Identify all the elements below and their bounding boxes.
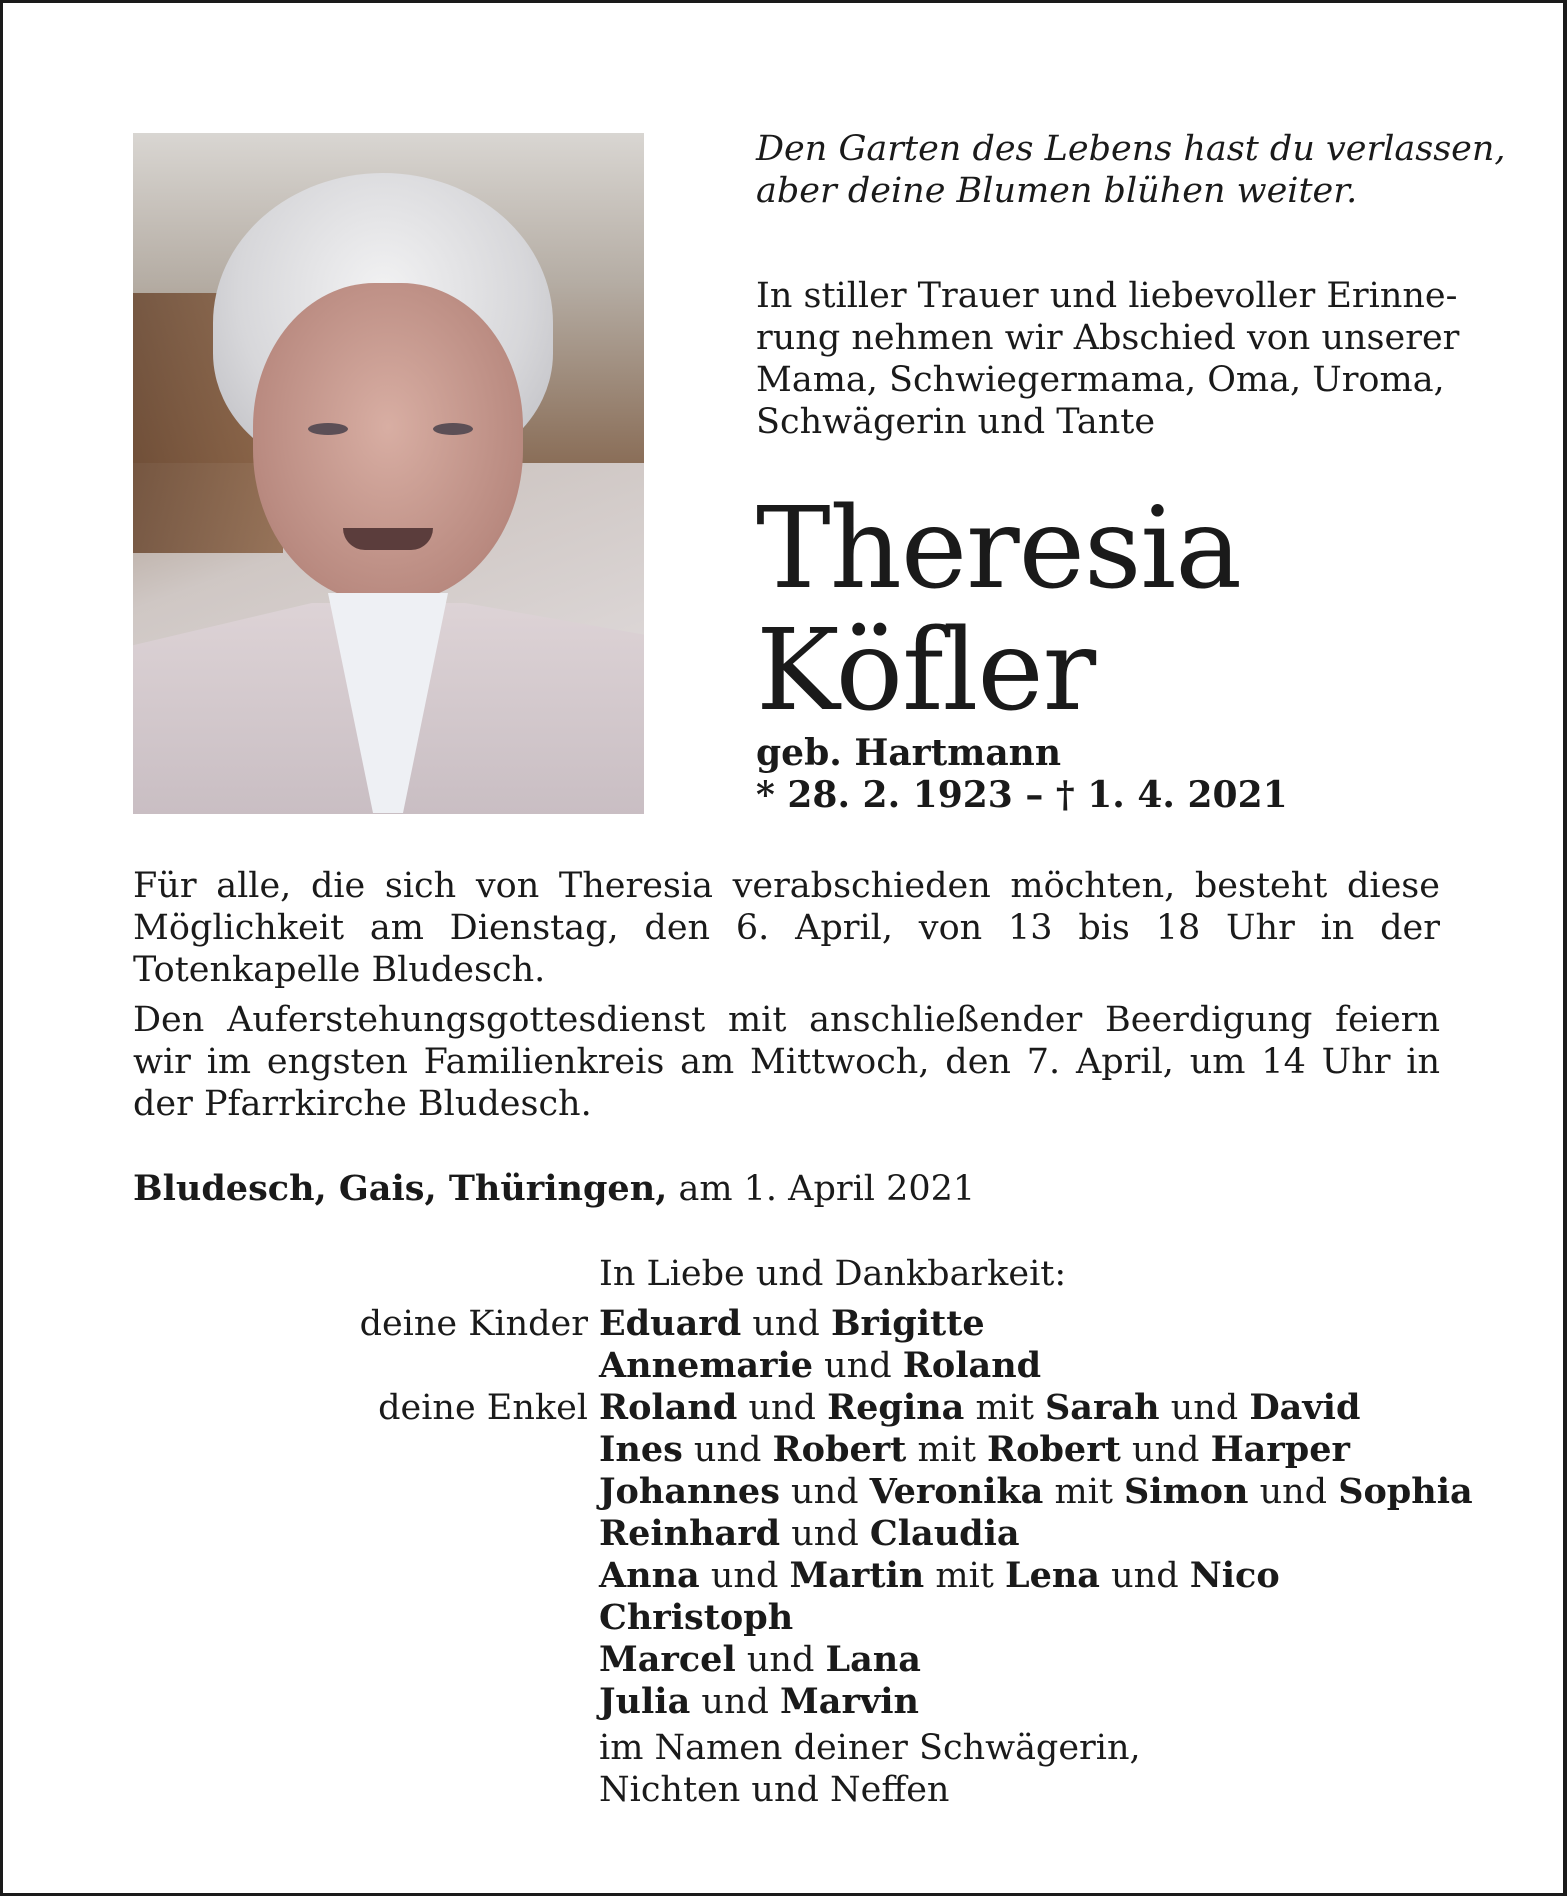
family-names: [599, 1387, 1360, 1429]
family-member-name: Sarah: [1045, 1387, 1160, 1428]
connector-text: mit: [906, 1430, 988, 1470]
family-member-name: Lena: [1004, 1555, 1100, 1596]
motto-line: Den Garten des Lebens hast du verlassen,: [756, 129, 1506, 169]
family-member-name: Eduard: [599, 1303, 742, 1344]
connector-text: mit: [924, 1556, 1005, 1596]
deceased-name: [756, 484, 1242, 736]
family-member-name: Regina: [827, 1387, 965, 1428]
closing-line: Nichten und Neffen: [599, 1770, 950, 1810]
family-names: [599, 1471, 1473, 1513]
family-row: [3, 1597, 1567, 1639]
family-list: [3, 1303, 1567, 1723]
photo-mouth: [343, 528, 433, 550]
connector-text: und: [1099, 1556, 1190, 1596]
family-row: [3, 1555, 1567, 1597]
family-member-name: Harper: [1210, 1429, 1350, 1470]
connector-text: mit: [1043, 1472, 1125, 1512]
connector-text: und: [1120, 1430, 1211, 1470]
family-names: [599, 1513, 1020, 1555]
connector-text: und: [780, 1514, 870, 1554]
family-member-name: Brigitte: [830, 1303, 985, 1344]
first-name: Theresia: [756, 484, 1242, 614]
family-member-name: Annemarie: [599, 1345, 814, 1386]
family-member-name: Robert: [987, 1429, 1121, 1470]
family-names: [599, 1429, 1350, 1471]
family-names: [599, 1345, 1041, 1387]
farewell-paragraph: Für alle, die sich von Theresia verabschieden möchten, besteht diese Möglichkeit am Dienstag, den 6. April, von 13 bis 18 Uhr in der Totenkapelle Bludesch.: [133, 866, 1440, 990]
family-row: [3, 1429, 1567, 1471]
family-member-name: Julia: [599, 1681, 691, 1722]
intro-text: [756, 275, 1460, 443]
intro-line: Schwägerin und Tante: [756, 402, 1156, 442]
intro-line: Mama, Schwiegermama, Oma, Uroma,: [756, 360, 1445, 400]
family-relation-label: deine Kinder: [359, 1304, 588, 1344]
family-member-name: Christoph: [599, 1597, 794, 1638]
family-names: [599, 1555, 1280, 1597]
family-row: [3, 1387, 1567, 1429]
photo-eye: [308, 423, 348, 435]
place-date: [133, 1168, 975, 1210]
family-names: [599, 1597, 793, 1639]
connector-text: und: [1159, 1388, 1250, 1428]
family-member-name: Reinhard: [599, 1513, 781, 1554]
closing-line: im Namen deiner Schwägerin,: [599, 1728, 1141, 1768]
family-member-name: Roland: [599, 1387, 738, 1428]
family-row: [3, 1513, 1567, 1555]
family-member-name: Simon: [1124, 1471, 1249, 1512]
family-member-name: Marcel: [599, 1639, 736, 1680]
family-row: [3, 1345, 1567, 1387]
family-row: [3, 1471, 1567, 1513]
family-member-name: Martin: [789, 1555, 925, 1596]
maiden-name: geb. Hartmann: [756, 732, 1062, 774]
family-member-name: Marvin: [780, 1681, 919, 1722]
closing-text: [599, 1727, 1141, 1811]
family-member-name: Ines: [599, 1429, 683, 1470]
family-member-name: David: [1249, 1387, 1361, 1428]
connector-text: und: [741, 1304, 831, 1344]
last-name: Köfler: [756, 606, 1096, 736]
connector-text: und: [737, 1388, 828, 1428]
intro-line: In stiller Trauer und liebevoller Erinne-: [756, 276, 1458, 316]
family-member-name: Lana: [825, 1639, 921, 1680]
photo-eye: [433, 423, 473, 435]
photo-face: [253, 283, 523, 603]
family-member-name: Claudia: [869, 1513, 1020, 1554]
family-names: [599, 1639, 921, 1681]
connector-text: mit: [964, 1388, 1046, 1428]
family-member-name: Anna: [599, 1555, 700, 1596]
connector-text: und: [735, 1640, 826, 1680]
connector-text: und: [699, 1556, 790, 1596]
intro-line: rung nehmen wir Abschied von unserer: [756, 318, 1460, 358]
birth-death-info: [756, 732, 1288, 816]
family-row: [3, 1681, 1567, 1723]
notice-date: am 1. April 2021: [667, 1169, 976, 1209]
place-names: Bludesch, Gais, Thüringen,: [133, 1168, 668, 1209]
family-member-name: Johannes: [599, 1471, 780, 1512]
connector-text: und: [813, 1346, 903, 1386]
family-member-name: Robert: [772, 1429, 907, 1470]
family-names: [599, 1303, 985, 1345]
funeral-paragraph: Den Auferstehungsgottesdienst mit anschließender Beerdigung feiern wir im engsten Familienkreis am Mittwoch, den 7. April, um 14 Uhr in der Pfarrkirche Bludesch.: [133, 1000, 1440, 1124]
family-member-name: Roland: [902, 1345, 1042, 1386]
connector-text: und: [690, 1682, 781, 1722]
family-names: [599, 1681, 919, 1723]
family-member-name: Sophia: [1338, 1471, 1473, 1512]
family-row: [3, 1639, 1567, 1681]
connector-text: und: [682, 1430, 773, 1470]
signoff: In Liebe und Dankbarkeit:: [599, 1254, 1067, 1294]
family-row: [3, 1303, 1567, 1345]
family-relation-label: deine Enkel: [378, 1388, 588, 1428]
motto-line: aber deine Blumen blühen weiter.: [756, 171, 1358, 211]
life-dates: * 28. 2. 1923 – † 1. 4. 2021: [756, 774, 1288, 816]
portrait-photo: [133, 133, 644, 814]
connector-text: und: [1248, 1472, 1339, 1512]
connector-text: und: [779, 1472, 870, 1512]
motto-quote: [756, 128, 1506, 212]
family-member-name: Nico: [1189, 1555, 1280, 1596]
family-member-name: Veronika: [869, 1471, 1044, 1512]
